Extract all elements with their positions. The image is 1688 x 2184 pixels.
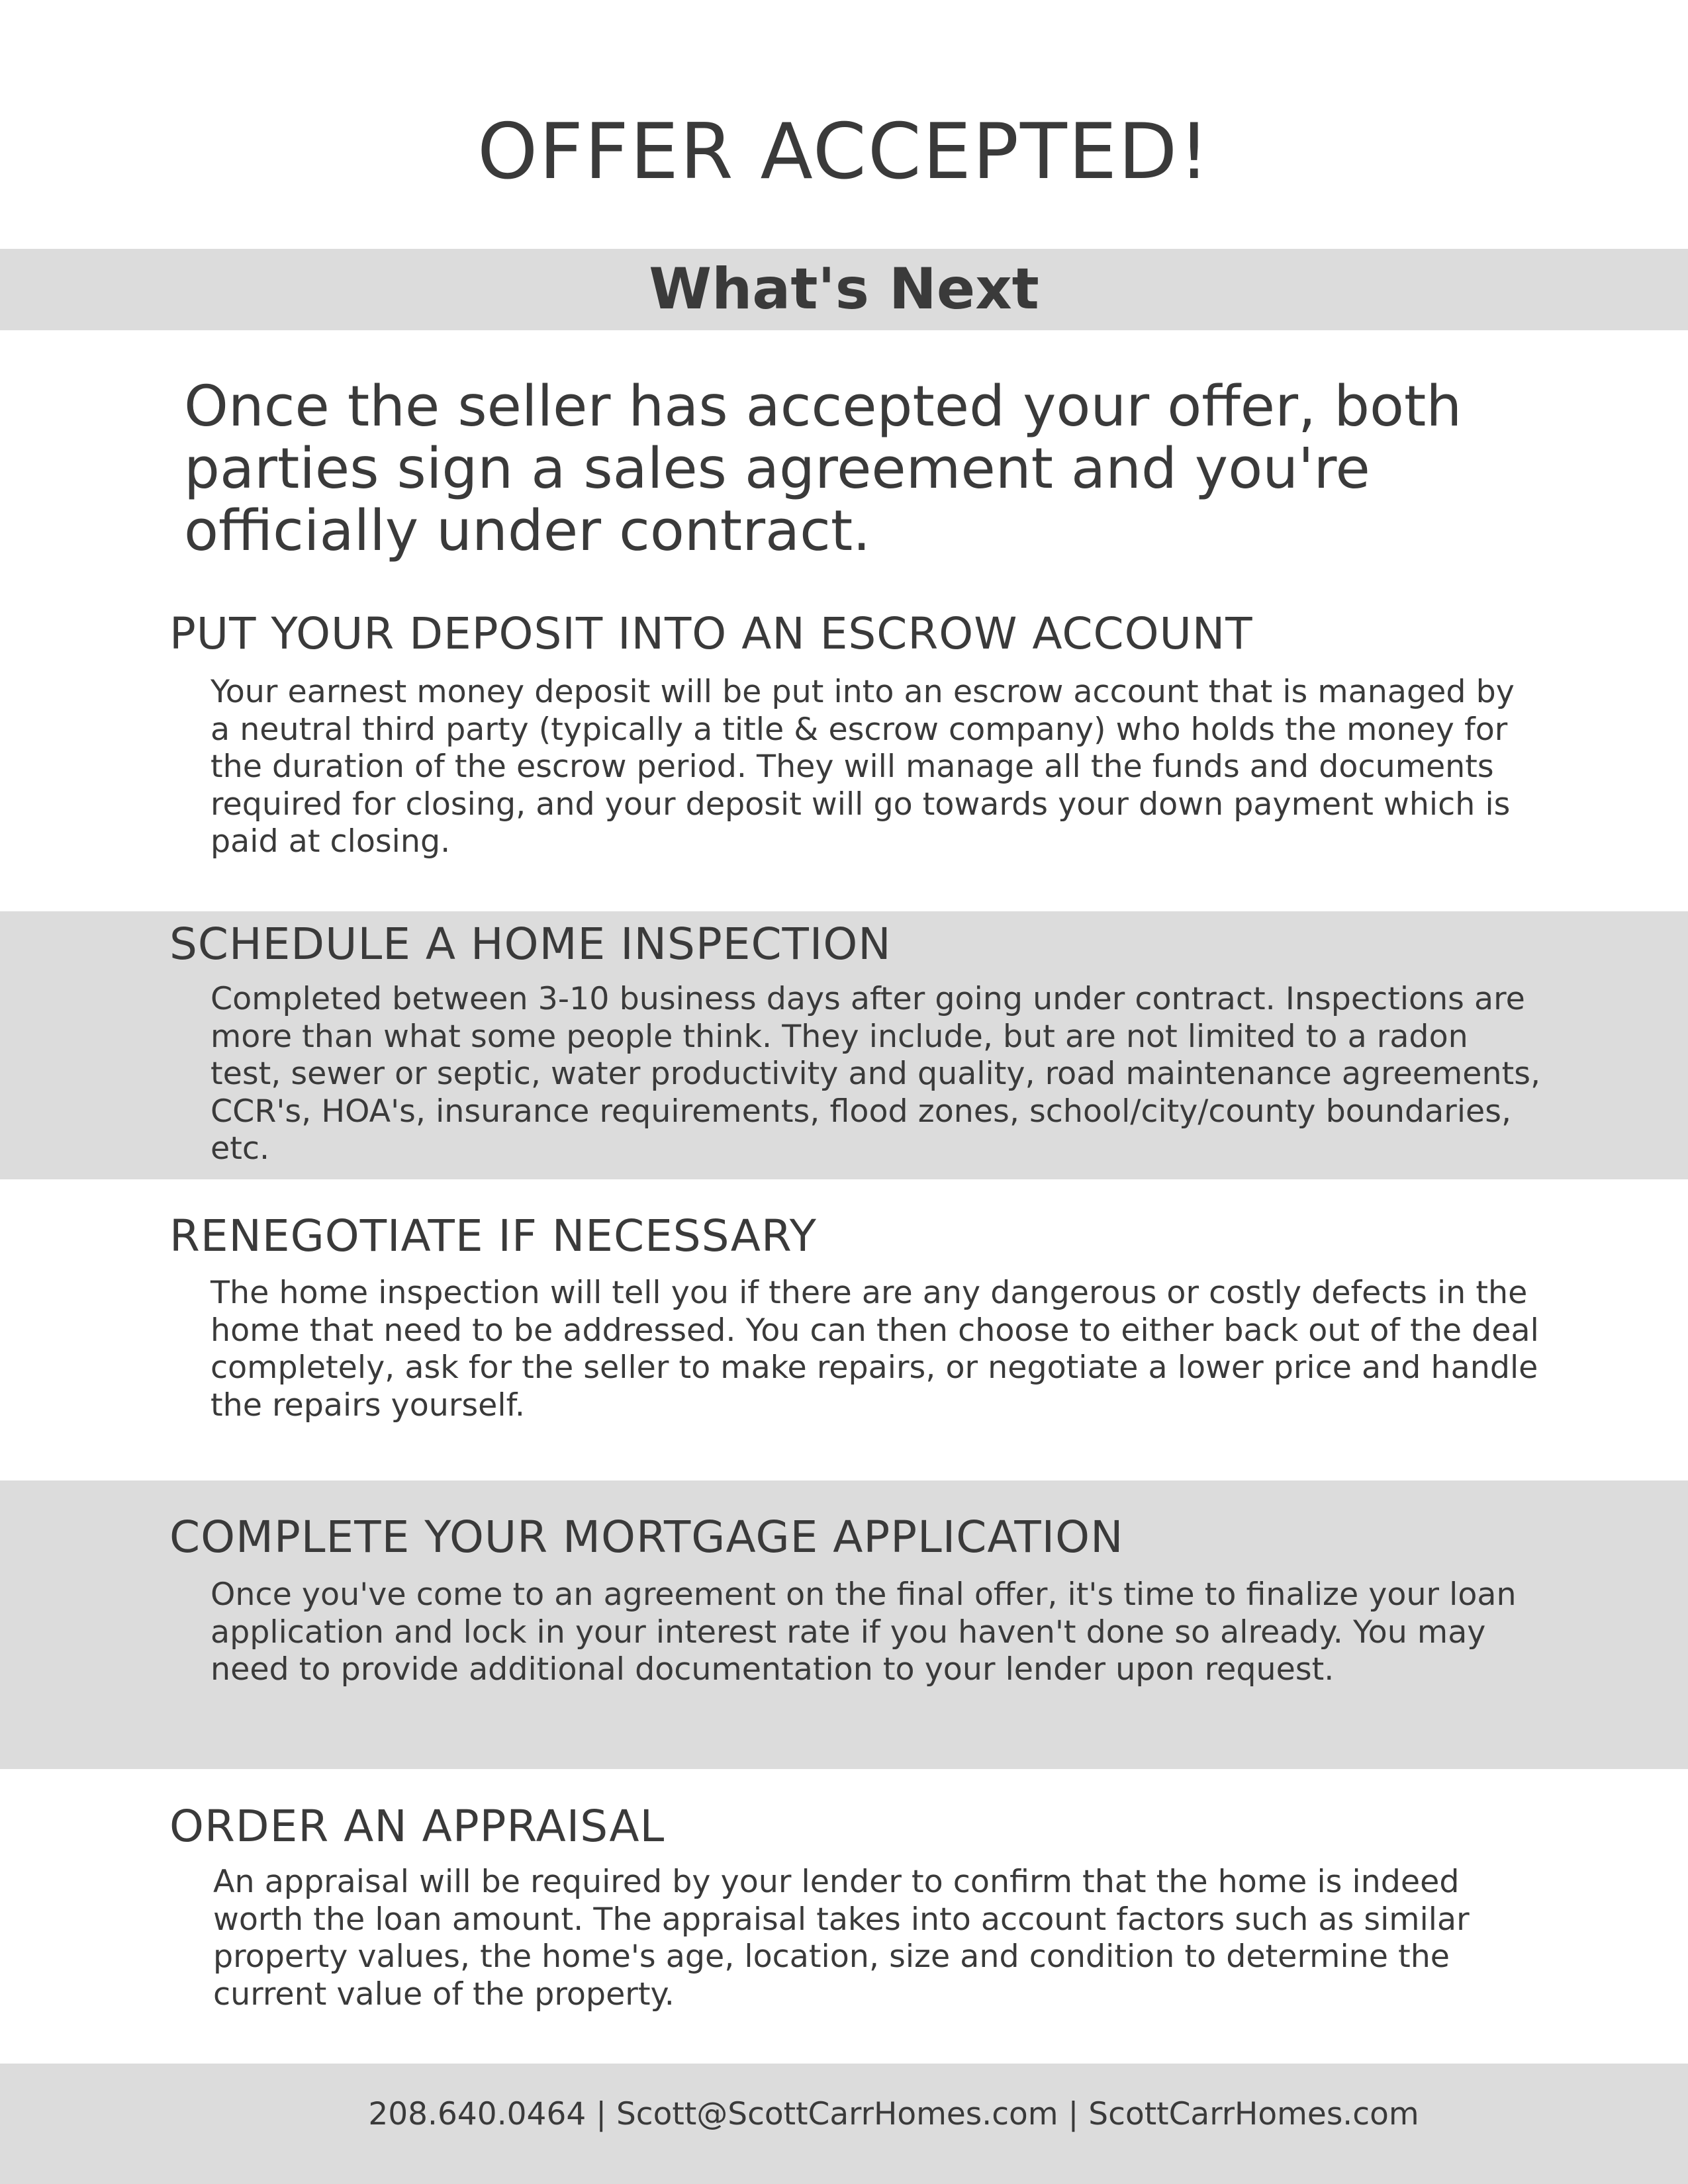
section-body-renegotiate: The home inspection will tell you if there are any dangerous or costly defects in the home that need to be addressed. You can then choose to either back out of the deal completely, ask for the seller to make repairs, or negotiate a lower price and handle the repairs yourself. [211, 1275, 1539, 1424]
section-body-mortgage: Once you've come to an agreement on the final offer, it's time to finalize your loan application and lock in your interest rate if you haven't done so already. You may need to provide additional documentation to your lender upon request. [211, 1576, 1517, 1688]
section-heading-appraisal: ORDER AN APPRAISAL [169, 1801, 665, 1852]
section-heading-inspection: SCHEDULE A HOME INSPECTION [169, 919, 892, 970]
footer-contact: 208.640.0464 | Scott@ScottCarrHomes.com | ScottCarrHomes.com [368, 2096, 1419, 2132]
section-body-escrow: Your earnest money deposit will be put into an escrow account that is managed by a neutral third party (typically a title & escrow company) who holds the money for the duration of the escrow period. They will manage all the funds and documents required for closing, and your deposit will go towards your down payment which is paid at closing. [211, 674, 1515, 860]
page-title: OFFER ACCEPTED! [477, 107, 1211, 197]
section-heading-escrow: PUT YOUR DEPOSIT INTO AN ESCROW ACCOUNT [169, 608, 1253, 659]
intro-text: Once the seller has accepted your offer, both parties sign a sales agreement and you're officially under contract. [184, 374, 1462, 564]
page-subtitle: What's Next [649, 256, 1039, 322]
section-heading-renegotiate: RENEGOTIATE IF NECESSARY [169, 1210, 817, 1261]
section-heading-mortgage: COMPLETE YOUR MORTGAGE APPLICATION [169, 1512, 1124, 1563]
section-body-inspection: Completed between 3-10 business days after going under contract. Inspections are more than what some people think. They include, but are not limited to a radon test, sewer or septic, water productivity and quality, road maintenance agreements, CCR's, HOA's, insurance requirements, flood zones, school/city/county boundaries, etc. [211, 981, 1541, 1167]
section-body-appraisal: An appraisal will be required by your lender to confirm that the home is indeed worth the loan amount. The appraisal takes into account factors such as similar property values, the home's age, location, size and condition to determine the current value of the property. [213, 1864, 1470, 2013]
